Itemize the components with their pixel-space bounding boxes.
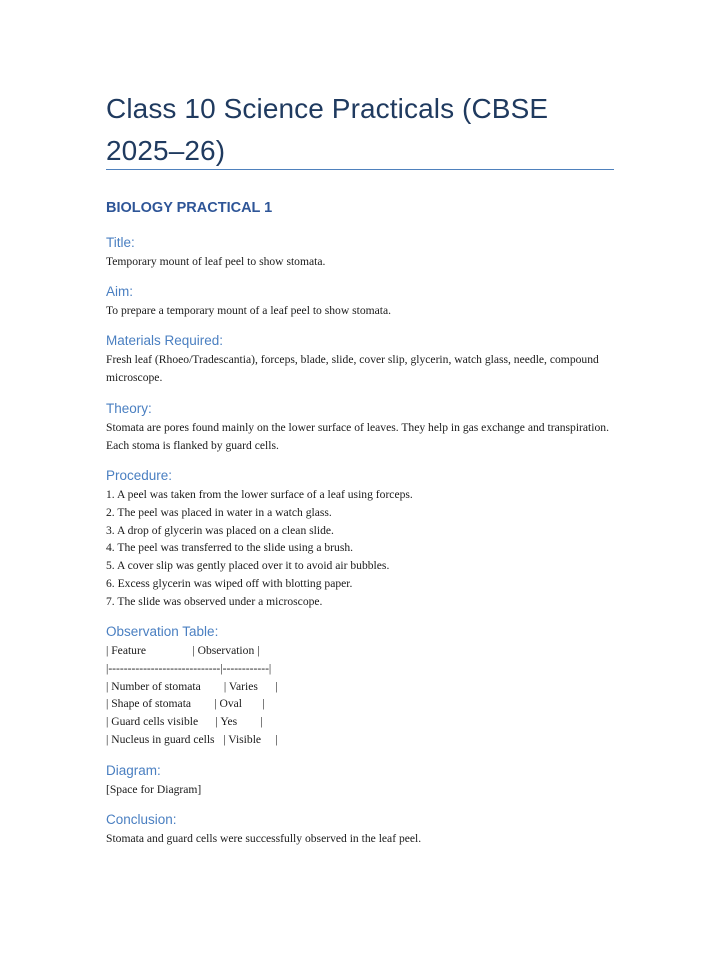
table-row: | Nucleus in guard cells | Visible | xyxy=(106,732,278,746)
materials-heading: Materials Required: xyxy=(106,333,224,348)
table-row: | Guard cells visible | Yes | xyxy=(106,715,263,729)
procedure-step: 1. A peel was taken from the lower surface of a leaf using forceps. xyxy=(106,488,413,501)
diagram-heading: Diagram: xyxy=(106,763,161,778)
conclusion-section xyxy=(106,811,616,848)
table-row: | Number of stomata | Varies | xyxy=(106,679,278,693)
table-row: | Feature | Observation | xyxy=(106,644,260,657)
title-heading: Title: xyxy=(106,235,135,250)
observation-section xyxy=(106,623,616,749)
title-text: Temporary mount of leaf peel to show stomata. xyxy=(106,255,326,268)
materials-section xyxy=(106,332,616,386)
procedure-heading: Procedure: xyxy=(106,468,173,483)
aim-heading: Aim: xyxy=(106,284,133,299)
title-underline xyxy=(106,169,614,170)
theory-text: Stomata are pores found mainly on the lower surface of leaves. They help in gas exchange and transpiration. Each stoma is flanked by guard cells. xyxy=(106,421,609,452)
observation-heading: Observation Table: xyxy=(106,624,219,639)
procedure-step: 6. Excess glycerin was wiped off with blotting paper. xyxy=(106,576,353,590)
procedure-section xyxy=(106,467,616,611)
theory-heading: Theory: xyxy=(106,401,152,416)
table-row: |-----------------------------|------------| xyxy=(106,661,272,675)
theory-section xyxy=(106,400,616,454)
observation-table xyxy=(106,642,616,749)
diagram-placeholder: [Space for Diagram] xyxy=(106,783,202,796)
procedure-step: 4. The peel was transferred to the slide using a brush. xyxy=(106,541,354,555)
diagram-section xyxy=(106,762,616,799)
procedure-step: 5. A cover slip was gently placed over it to avoid air bubbles. xyxy=(106,559,390,573)
conclusion-text: Stomata and guard cells were successfully observed in the leaf peel. xyxy=(106,832,422,845)
materials-text: Fresh leaf (Rhoeo/Tradescantia), forceps, blade, slide, cover slip, glycerin, watch glass, needle, compound microscope. xyxy=(106,353,599,384)
aim-section xyxy=(106,283,616,320)
procedure-steps xyxy=(106,486,616,611)
document-title: Class 10 Science Practicals (CBSE 2025–26) xyxy=(106,93,549,166)
title-section xyxy=(106,234,616,271)
aim-text: To prepare a temporary mount of a leaf peel to show stomata. xyxy=(106,304,392,317)
procedure-step: 7. The slide was observed under a microscope. xyxy=(106,594,323,608)
table-row: | Shape of stomata | Oval | xyxy=(106,697,265,711)
practical-label: BIOLOGY PRACTICAL 1 xyxy=(106,200,273,216)
conclusion-heading: Conclusion: xyxy=(106,812,177,827)
procedure-step: 2. The peel was placed in water in a watch glass. xyxy=(106,505,332,519)
procedure-step: 3. A drop of glycerin was placed on a clean slide. xyxy=(106,523,334,537)
